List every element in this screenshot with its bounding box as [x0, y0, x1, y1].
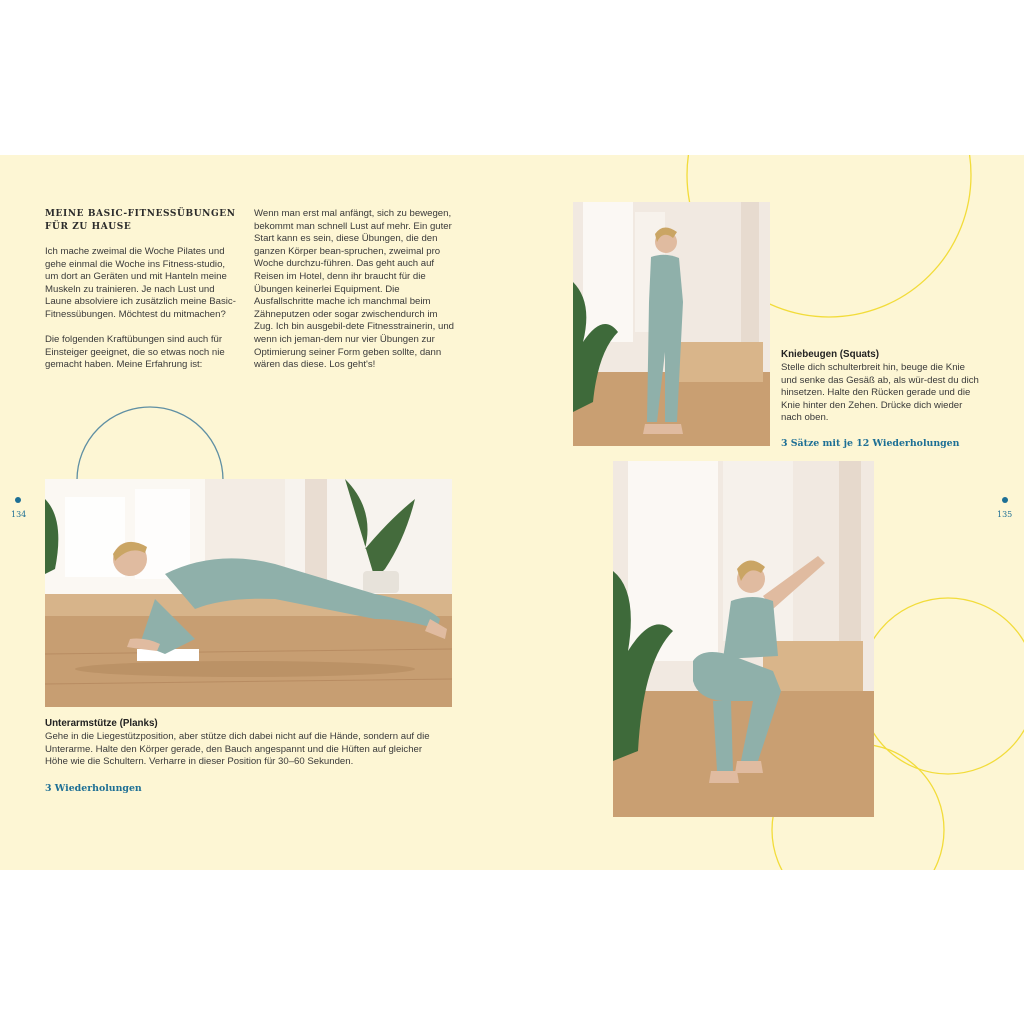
squat-title: Kniebeugen (Squats)	[781, 349, 879, 360]
intro-column-2	[254, 208, 454, 384]
plank-title: Unterarmstütze (Planks)	[45, 718, 158, 729]
plank-repetitions: 3 Wiederholungen	[45, 783, 142, 794]
intro-paragraph-1: Ich mache zweimal die Woche Pilates und gehe einmal die Woche ins Fitness-studio, um dort an Geräten und mit Hanteln meine Muskeln zu trainieren. Je nach Lust und Laune absolviere ich zusätzlich meine Basic-Fitnessübungen. Möchtest du mitmachen?	[45, 246, 236, 320]
intro-paragraph-2: Die folgenden Kraftübungen sind auch für Einsteiger geeignet, die so etwas noch nie gemacht haben. Meine Erfahrung ist:	[45, 334, 225, 371]
intro-column-1	[45, 246, 240, 385]
plank-description: Gehe in die Liegestützposition, aber stütze dich dabei nicht auf die Hände, sondern auf die Unterarme. Halte den Körper gerade, den Bauch angespannt und die Hüften auf gleicher Höhe wie die Schultern. Verharre in dieser Position für 30–60 Sekunden.	[45, 731, 430, 768]
yellow-circle-right	[860, 598, 1024, 774]
plank-photo	[45, 479, 452, 707]
page-marker-dot-left	[15, 497, 21, 503]
squat-description: Stelle dich schulterbreit hin, beuge die Knie und senke das Gesäß ab, als wür-dest du dich hinsetzen. Halte den Rücken gerade und die Knie hinter den Zehen. Drücke dich wieder nach oben.	[781, 362, 979, 424]
heading-line-1: MEINE BASIC-FITNESSÜBUNGEN	[45, 209, 236, 219]
page-number-left: 134	[11, 510, 27, 519]
squat-repetitions: 3 Sätze mit je 12 Wiederholungen	[781, 438, 960, 449]
squat-down-photo	[613, 461, 874, 817]
squat-start-photo	[573, 202, 770, 446]
intro-paragraph-3: Wenn man erst mal anfängt, sich zu bewegen, bekommt man schnell Lust auf mehr. Ein guter Start kann es sein, diese Übungen, die den ganzen Körper bean-spruchen, zweimal pro Woche durchzu-führen. Das geht auch auf Reisen im Hotel, denn ihr braucht für die Übungen keinerlei Equipment. Die Ausfallschritte mache ich manchmal beim Zähneputzen oder sogar zwischendurch im Zug. Ich bin ausgebil-dete Fitnesstrainerin, und wenn ich jeman-dem nur vier Übungen zur Optimierung seiner Form geben sollte, dann wären das diese. Los geht's!	[254, 208, 454, 371]
page-number-right: 135	[997, 510, 1013, 519]
blue-arc-left	[77, 407, 223, 480]
heading-line-2: FÜR ZU HAUSE	[45, 222, 132, 232]
section-heading	[45, 208, 245, 234]
page-marker-dot-right	[1002, 497, 1008, 503]
